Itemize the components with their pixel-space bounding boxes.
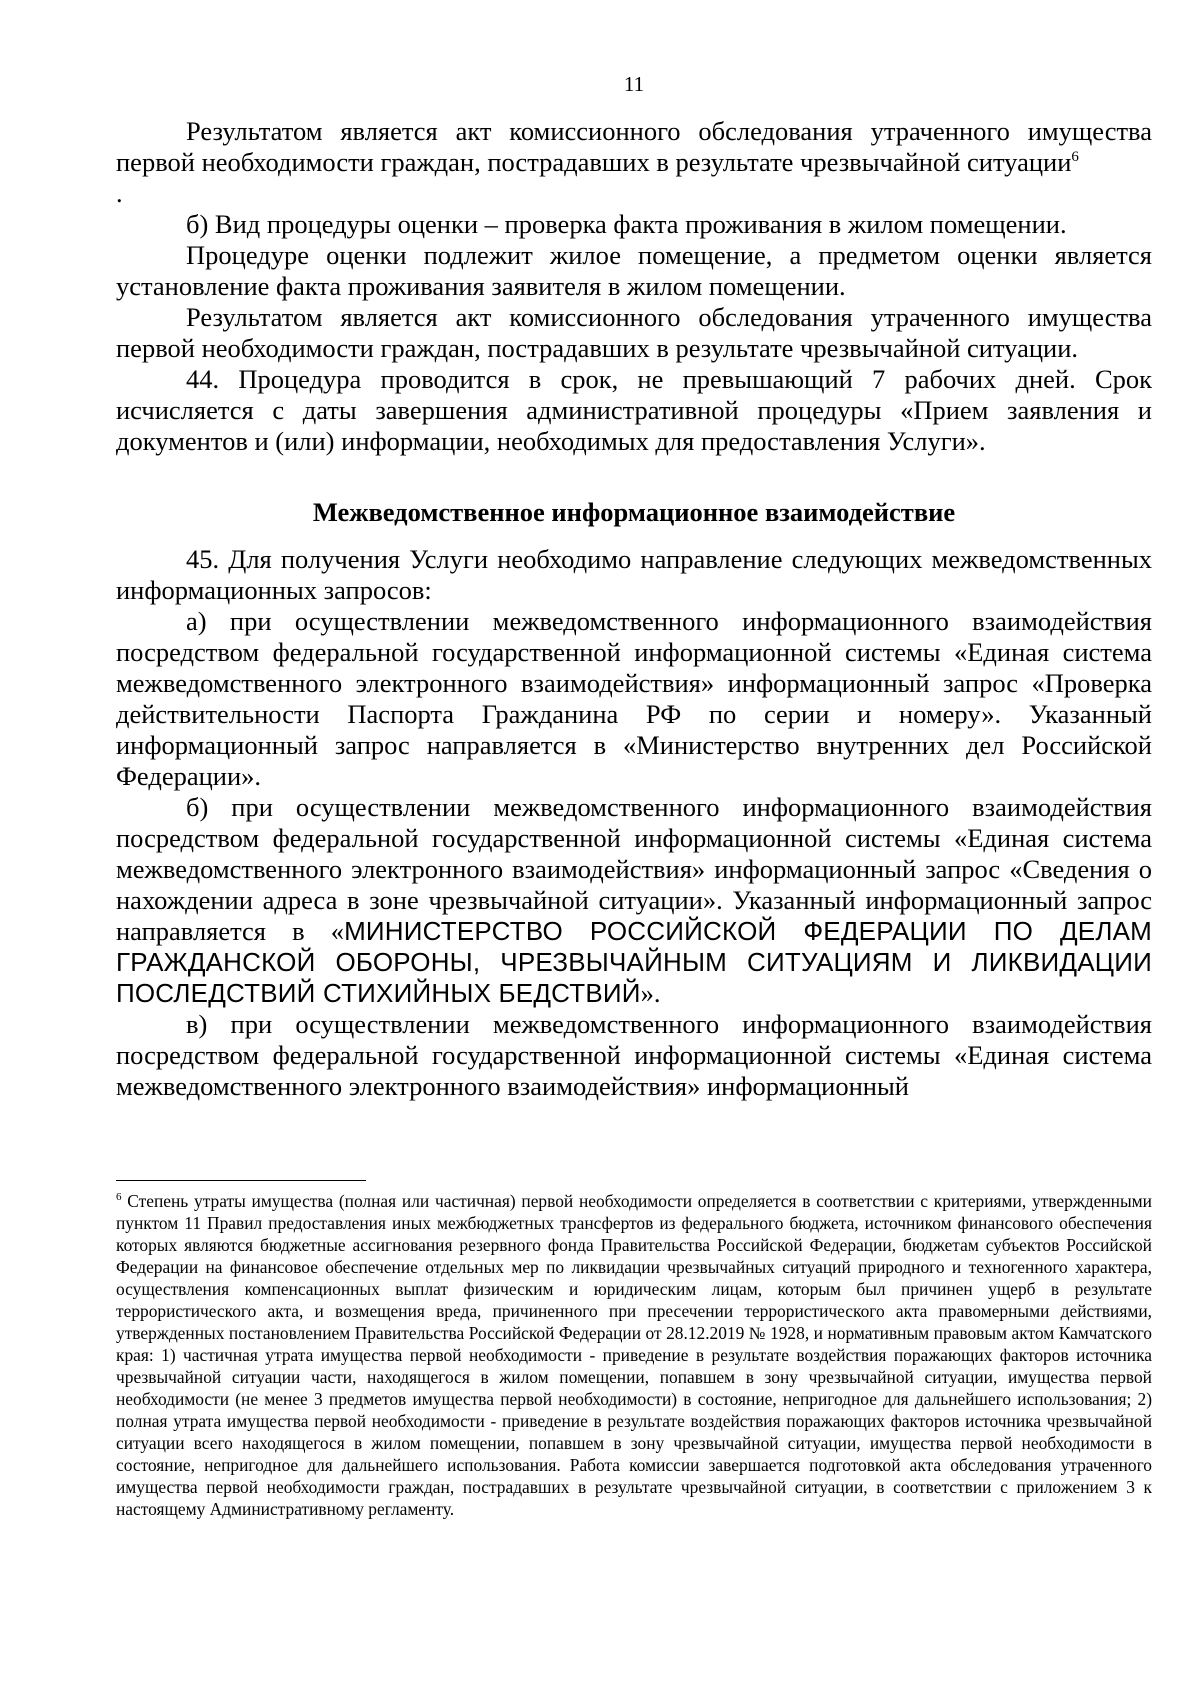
stray-period: . [116,178,123,208]
section-heading: Межведомственное информационное взаимодействие [312,497,956,527]
paragraph-45: 45. Для получения Услуги необходимо направление следующих межведомственных информационных запросов: [116,544,1152,605]
page-number: 11 [623,72,645,96]
paragraph-procedure-type: б) Вид процедуры оценки – проверка факта проживания в жилом помещении. [186,209,1067,239]
paragraph-45-b-text: б) при осуществлении межведомственного информационного взаимодействия посредством федеральной государственной информационной системы «Единая система межведомственного электронного взаимодействия» информационный запрос «Сведения о нахождении адреса в зоне чрезвычайной ситуации». Указанный информационный запрос направляется в « [116,792,1152,946]
document-page [116,0,1152,1697]
footnote-6 [116,1190,1152,1520]
paragraph-45-b [116,792,1152,1009]
ministry-name-caps: МИНИСТЕРСТВО РОССИЙСКОЙ ФЕДЕРАЦИИ ПО ДЕЛАМ ГРАЖДАНСКОЙ ОБОРОНЫ, ЧРЕЗВЫЧАЙНЫМ СИТУАЦИЯМ И ЛИКВИДАЦИИ ПОСЛЕДСТВИЙ СТИХИЙНЫХ БЕДСТВИЙ [116,916,1152,1008]
document-body [116,116,1152,1102]
paragraph-assessment-subject: Процедуре оценки подлежит жилое помещение, а предметом оценки является установление факта проживания заявителя в жилом помещении. [116,240,1152,301]
paragraph-result-act [116,116,1152,178]
footnotes [116,1190,1152,1520]
footnote-marker: 6 [116,1191,122,1204]
footnote-reference[interactable]: 6 [1071,149,1079,166]
paragraph-45-c: в) при осуществлении межведомственного информационного взаимодействия посредством федеральной государственной информационной системы «Единая система межведомственного электронного взаимодействия» информационный [116,1009,1152,1101]
paragraph-45-b-end: ». [640,978,661,1008]
footnote-separator [116,1180,366,1181]
paragraph-result-act-2: Результатом является акт комиссионного обследования утраченного имущества первой необходимости граждан, пострадавших в результате чрезвычайной ситуации. [116,302,1152,363]
paragraph-45-a: а) при осуществлении межведомственного информационного взаимодействия посредством федеральной государственной информационной системы «Единая система межведомственного электронного взаимодействия» информационный запрос «Проверка действительности Паспорта Гражданина РФ по серии и номеру». Указанный информационный запрос направляется в «Министерство внутренних дел Российской Федерации». [116,606,1152,791]
paragraph-44: 44. Процедура проводится в срок, не превышающий 7 рабочих дней. Срок исчисляется с даты завершения административной процедуры «Прием заявления и документов и (или) информации, необходимых для предоставления Услуги». [116,364,1152,456]
footnote-text: Степень утраты имущества (полная или частичная) первой необходимости определяется в соответствии с критериями, утвержденными пунктом 11 Правил предоставления иных межбюджетных трансфертов из федерального бюджета, источником финансового обеспечения которых являются бюджетные ассигнования резервного фонда Правительства Российской Федерации, бюджетам субъектов Российской Федерации на финансовое обеспечение отдельных мер по ликвидации чрезвычайных ситуаций природного и техногенного характера, осуществления компенсационных выплат физическим и юридическим лицам, которым был причинен ущерб в результате террористического акта, и возмещения вреда, причиненного при пресечении террористического акта правомерными действиями, утвержденных постановлением Правительства Российской Федерации от 28.12.2019 № 1928, и нормативным правовым актом Камчатского края: 1) частичная утрата имущества первой необходимости - приведение в результате воздействия поражающих факторов источника чрезвычайной ситуации части, находящегося в жилом помещении, попавшем в зону чрезвычайной ситуации, имущества первой необходимости (не менее 3 предметов имущества первой необходимости) в состояние, непригодное для дальнейшего использования; 2) полная утрата имущества первой необходимости - приведение в результате воздействия поражающих факторов источника чрезвычайной ситуации всего находящегося в жилом помещении, попавшем в зону чрезвычайной ситуации, имущества первой необходимости в состояние, непригодное для дальнейшего использования. Работа комиссии завершается подготовкой акта обследования утраченного имущества первой необходимости граждан, пострадавших в результате чрезвычайной ситуации, в соответствии с приложением 3 к настоящему Административному регламенту. [116,1191,1152,1519]
paragraph-text: Результатом является акт комиссионного обследования утраченного имущества первой необходимости граждан, пострадавших в результате чрезвычайной ситуации [116,116,1152,177]
